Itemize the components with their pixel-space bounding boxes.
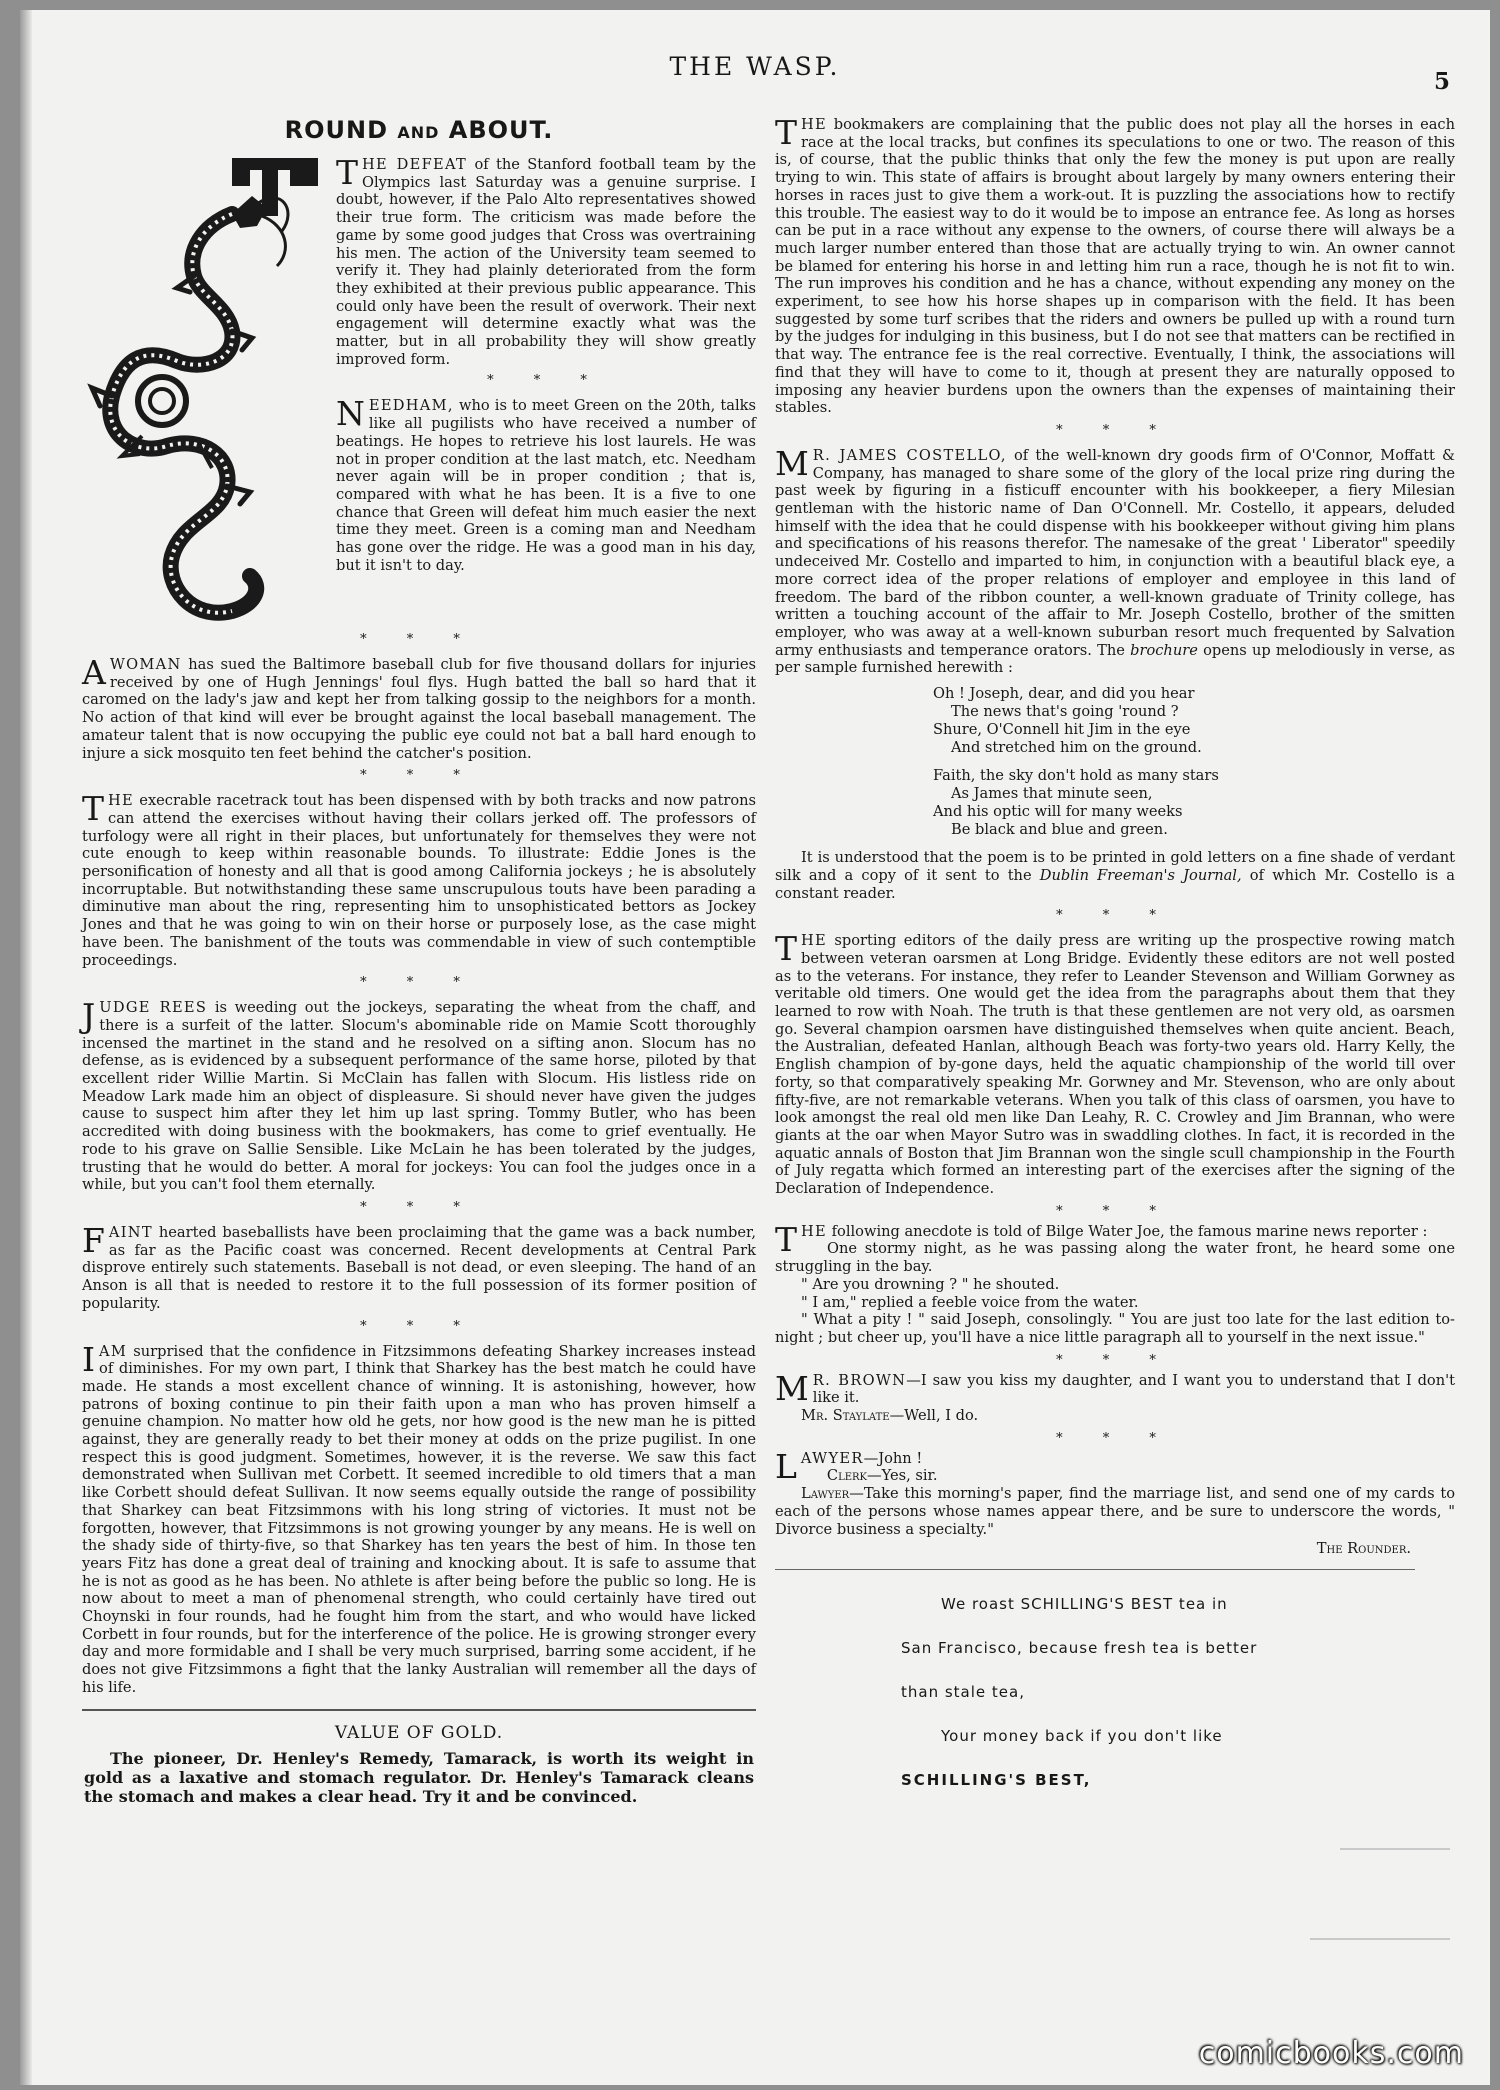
ad-text: The pioneer, Dr. Henley's Remedy, Tamarack, is worth its weight in gold as a laxative and stomach regulator. Dr. Henley's Tamarack cleans the stomach and makes a clear head. Try it and be convinced.	[84, 1748, 754, 1806]
article-italic: Dublin Freeman's Journal,	[1039, 866, 1242, 884]
article-lead: AM	[99, 1342, 128, 1360]
separator-stars: * * *	[360, 1318, 478, 1334]
poem-stanza	[933, 685, 1455, 757]
anecdote-line: " What a pity ! " said Joseph, consolingly. " You are just too late for the last edition to-night ; but cheer up, you'll have a nice little paragraph all to yourself in the next issue."	[775, 1311, 1455, 1346]
poem-line: Faith, the sky don't hold as many stars	[933, 767, 1219, 785]
left-column	[82, 116, 756, 1806]
separator-stars: * * *	[1056, 1203, 1174, 1219]
article-lead: HE	[801, 932, 827, 950]
article-fitzsimmons	[82, 1339, 756, 1697]
separator-stars: * * *	[1056, 908, 1174, 924]
article-lead: R. JAMES COSTELLO,	[812, 446, 1007, 464]
separator-stars: * * *	[360, 632, 478, 647]
drop-cap: T	[82, 789, 105, 829]
dragon-initial-illustration	[82, 156, 328, 626]
drop-cap: F	[82, 1220, 105, 1260]
masthead: THE WASP.	[669, 52, 841, 81]
speaker-name: Lawyer	[801, 1485, 850, 1503]
separator-stars: * * *	[487, 373, 605, 389]
poem-line: And his optic will for many weeks	[933, 803, 1183, 821]
speaker-name: Clerk	[826, 1467, 868, 1485]
drop-cap: M	[775, 1368, 809, 1408]
separator-stars: * * *	[360, 975, 478, 991]
article-text: surprised that the confidence in Fitzsimmons defeating Sharkey increases instead of diminishes. For my own part, I think that Sharkey has the best match he could have made. He stands a most excellent chance of winning. It is astonishing, however, how patrons of boxing continue to pin their faith upon a man who has proven himself a genuine champion. No matter how old he gets, nor how good is the new man he is pitted against, they are generally ready to bet their money at odds on the prize pugilist. In one respect this is good judgment. Sometimes, however, it is the reverse. We saw this fact demonstrated when Sullivan met Corbett. It seemed incredible to old timers that a man like Corbett should defeat Sullivan. It now seems equally outside the range of possibility that Sharkey can beat Fitzsimmons with his long string of victories. It must not be forgotten, however, that Fitzsimmons is not growing younger by any means. He is well on the shady side of thirty-five, so that Sharkey has ten years the best of him. In those ten years Fitz has done a great deal of training and knocking about. It is safe to assume that he is not as good as he has been. No athlete is after being before the public so long. He is now about to meet a man of phenomenal strength, who could certainly have tired out Choynski in four rounds, had he fought him from the start, and who would have licked Corbett in four rounds, but for the interference of the police. He is growing stronger every day and more formidable and I shall be very much surprised, barring some accident, if he does not give Fitzsimmons a fight that the lanky Australian will remember all the days of his life.	[82, 1342, 756, 1696]
author-signature: The Rounder.	[1316, 1540, 1411, 1558]
drop-cap: N	[336, 394, 365, 434]
article-text: It is understood that the poem is to be printed in gold letters on a fine shade of verdant silk and a copy of it sent to the	[775, 849, 1455, 884]
article-woman	[82, 653, 756, 762]
article-tout	[82, 789, 756, 969]
dialogue-text: —Well, I do.	[889, 1407, 979, 1425]
faded-print-mark	[1340, 1848, 1450, 1850]
article-rees	[82, 996, 756, 1194]
article-bookmakers	[775, 113, 1456, 417]
separator-stars: * * *	[360, 1199, 478, 1215]
article-lead: EEDHAM,	[368, 397, 454, 415]
poem-line: As James that minute seen,	[951, 785, 1153, 803]
site-watermark: comicbooks.com	[1198, 2036, 1464, 2071]
article-lead: HE	[801, 1222, 827, 1240]
article-text: bookmakers are complaining that the public does not play all the horses in each race at the local tracks, but confines its speculations to one or two. The reason of this is, of course, that the public thinks that only the few the money is put upon are really trying to win. This state of affairs is brought about largely by many owners entering their horses in races just to give them a work-out. It is puzzling the associations how to rectify this trouble. The easiest way to do it would be to impose an entrance fee. As long as horses can be put in a race without any expense to the owners, of course there will always be a much larger number entered than those that are actually trying to win. An owner cannot be blamed for entering his horse in and letting him run a race, though he is not fit to win. The run improves his condition and he has a chance, without expending any money on the experiment, to see how his horse shapes up in comparison with the field. It has been suggested by some turf scribes that the riders and owners be pulled up with a round turn by the judges for indulging in this business, but I do not see that matters can be rectified in that way. The entrance fee is the real corrective. Eventually, I think, the associations will find that they will have to come to it, though at present they are naturally opposed to imposing any heavier burdens upon the owners than the expenses of maintaining their stables.	[775, 116, 1456, 417]
article-lead: HE	[108, 792, 134, 810]
article-faint	[82, 1220, 756, 1313]
article-lead: R. BROWN	[812, 1371, 907, 1389]
poem-stanza	[933, 767, 1455, 839]
poem	[775, 685, 1455, 839]
divider-rule	[82, 1709, 756, 1711]
article-lead: UDGE REES	[99, 999, 208, 1017]
article-lead: HE DEFEAT	[362, 156, 468, 173]
dialogue-text: —Yes, sir.	[867, 1467, 938, 1485]
drop-cap: J	[82, 996, 96, 1036]
separator-stars: * * *	[360, 768, 478, 784]
article-rowing	[775, 929, 1455, 1198]
speaker-name: Mr. Staylate	[801, 1407, 890, 1425]
drop-cap: I	[82, 1339, 96, 1379]
headline-part-b: ABOUT.	[439, 116, 554, 144]
poem-line: Oh ! Joseph, dear, and did you hear	[933, 685, 1195, 703]
article-text: of the Stanford football team by the Olympics last Saturday was a genuine surprise. I doubt, however, if the Palo Alto representatives showed their true form. The criticism was made before the game by some good judges that Cross was overtraining his men. The action of the University team seemed to verify it. They had plainly deteriorated from the form they exhibited at their previous public appearance. This could only have been the result of overwork. Their next engagement will determine exactly what was the matter, but in all probability they will show greatly improved form.	[336, 156, 756, 368]
article-text: of which Mr. Costello is a constant reader.	[775, 866, 1455, 902]
poem-line: And stretched him on the ground.	[951, 739, 1202, 757]
article-lead: AINT	[108, 1223, 153, 1241]
headline-part-a: ROUND	[284, 116, 398, 144]
anecdote-line: One stormy night, as he was passing along the water front, he heard some one struggling in the bay.	[775, 1240, 1455, 1276]
drop-cap: A	[82, 653, 106, 692]
separator-stars: * * *	[1056, 422, 1174, 438]
article-lead: WOMAN	[109, 656, 182, 673]
ad-line: than stale tea,	[901, 1683, 1025, 1702]
article-text: who is to meet Green on the 20th, talks like all pugilists who have received a number of beatings. He hopes to retrieve his lost laurels. He was not in proper condition at the last match, etc. Needham never again will be in proper condition ; that is, compared with what he has been. It is a five to one chance that Green will defeat him much easier the next time they meet. Green is a coming man and Needham has gone over the ridge. He was a good man in his day, but it isn't to day.	[336, 397, 756, 574]
separator-stars: * * *	[1056, 1352, 1174, 1368]
headline-part-small: AND	[397, 123, 440, 142]
poem-line: The news that's going 'round ?	[951, 703, 1179, 721]
article-text: sporting editors of the daily press are writing up the prospective rowing match between veteran oarsmen at Long Bridge. Evidently these editors are not well posted as to the veterans. For instance, they refer to Leander Stevenson and William Gorwney as veritable old timers. One would get the idea from the paragraphs about them that they learned to row with Noah. The truth is that these gentlemen are not very old, as oarsmen go. Several champion oarsmen have distinguished themselves when quite ancient. Beach, the Australian, defeated Hanlan, although Beach was forty-two years old. Harry Kelly, the English champion of by-gone days, held the aquatic championship of the world till over forty, so that comparatively speaking Mr. Gorwney and Mr. Stevenson, who are only about fifty-five, are not remarkable veterans. When you talk of this class of oarsmen, you have to look amongst the real old men like Dan Leahy, R. C. Crowley and Jim Brannan, who were giants at the oar when Mayor Sutro was in swaddling clothes. In fact, it is recorded in the aquatic annals of Boston that Jim Brannan won the single scull championship in the Fourth of July regatta which formed an interesting part of the exercises after the signing of the Declaration of Independence.	[775, 932, 1455, 1198]
anecdote-line: " I am," replied a feeble voice from the water.	[801, 1293, 1139, 1311]
page-number: 5	[1433, 68, 1450, 95]
article-text: execrable racetrack tout has been dispensed with by both tracks and now patrons can attend the exercises without having their collars jerked off. The professors of turfology were all right in their places, but unfortunately for themselves they were not cute enough to keep within reasonable bounds. To illustrate: Eddie Jones is the personification of honesty and all that is good among California jockeys ; he is absolutely incorruptable. But notwithstanding these same unscrupulous touts have been parading a diminutive man about the ring, representing him to unsophisticated bettors as Jockey Jones and that he was going to win on their horse or purposely lose, as the case might have been. The banishment of the touts was commendable in view of such contemptible proceedings.	[82, 792, 756, 969]
right-column	[775, 113, 1456, 1802]
ad-line: We roast SCHILLING'S BEST tea in	[941, 1595, 1228, 1614]
drop-cap: T	[775, 929, 798, 969]
ad-line: San Francisco, because fresh tea is better	[901, 1639, 1258, 1658]
ad-title: VALUE OF GOLD.	[334, 1722, 504, 1743]
article-costello	[775, 443, 1455, 902]
article-lead: HE	[801, 116, 827, 133]
ad-brand-line: SCHILLING'S BEST,	[901, 1771, 1092, 1790]
article-text: —I saw you kiss my daughter, and I want you to understand that I don't like it.	[812, 1371, 1455, 1407]
article-text: hearted baseballists have been proclaiming that the game was a back number, as far as the Pacific coast was concerned. Recent developments at Central Park disprove entirely such statements. Baseball is not dead, or even sleeping. The hand of an Anson is all that is needed to restore it to the full possession of its former position of popularity.	[82, 1223, 756, 1312]
ad-line: Your money back if you don't like	[941, 1727, 1223, 1746]
article-text: is weeding out the jockeys, separating the wheat from the chaff, and there is a surfeit of the latter. Slocum's abominable ride on Mamie Scott thoroughly incensed the martinet in the stand and he resolved on a sifting anon. Slocum has no defense, as is evidenced by a subsequent performance of the same horse, piloted by that excellent rider Willie Martin. Si McClain has fallen with Slocum. His listless ride on Meadow Lark made him an object of displeasure. Si should never have given the judges cause to suspect him after they let him up last spring. Tommy Butler, who has been accredited with doing business with the bookmakers, has come to grief eventually. He rode to his grave on Sallie Sensible. Like McLain he has been tolerated by the judges, trusting that he would do better. A moral for jockeys: You can fool the judges once in a while, but you can't fool them eternally.	[82, 999, 756, 1194]
article-text: opens up melodiously in verse, as per sample furnished herewith :	[775, 641, 1455, 677]
drop-cap: T	[775, 1219, 798, 1259]
article-text: of the well-known dry goods firm of O'Connor, Moffatt & Company, has managed to share some of the glory of the local prize ring during the past week by figuring in a fisticuff encounter with his bookkeeper, a fiery Milesian gentleman with the historic name of Dan O'Connell. Mr. Costello, it appears, deluded himself with the idea that he could dispense with his bookkeeper without giving him plans and specifications of his reasons therefor. The namesake of the great ' Liberator" speedily undeceived Mr. Costello and imparted to him, in conjunction with a beautiful black eye, a more correct idea of the proper relations of employer and employee in this land of freedom. The bard of the ribbon counter, a well-known graduate of Trinity college, has written a touching account of the affair to Mr. Joseph Costello, brother of the smitten employer, who was away at a well-known suburban resort much frequented by Salvation army enthusiasts and temperance orators. The	[775, 446, 1455, 659]
faded-print-mark	[1310, 1938, 1450, 1940]
poem-line: Shure, O'Connell hit Jim in the eye	[933, 721, 1191, 739]
newspaper-page	[20, 10, 1490, 2085]
drop-cap: M	[775, 443, 809, 483]
dialogue-text: —Take this morning's paper, find the marriage list, and send one of my cards to each of the persons whose names appear there, and be sure to underscore the words, " Divorce business a specialty."	[775, 1485, 1455, 1538]
article-lead: AWYER	[800, 1449, 864, 1467]
article-bilge-water-joe	[775, 1219, 1455, 1347]
poem-line: Be black and blue and green.	[951, 821, 1168, 839]
divider-rule	[775, 1569, 1415, 1570]
article-brown	[775, 1368, 1455, 1425]
anecdote-line: " Are you drowning ? " he shouted.	[801, 1275, 1060, 1293]
drop-cap: T	[775, 113, 798, 152]
article-text: following anecdote is told of Bilge Water Joe, the famous marine news reporter :	[827, 1222, 1428, 1240]
schillings-best-ad	[775, 1582, 1455, 1802]
dialogue-text: —John !	[863, 1449, 923, 1467]
article-text: has sued the Baltimore baseball club for five thousand dollars for injuries received by one of Hugh Jennings' foul flys. Hugh batted the ball so hard that it caromed on the lady's jaw and kept her from talking gossip to the neighbors for a month. No action of that kind will ever be brought against the local baseball management. The amateur talent that is now occupying the public eye could not bat a ball hard enough to injure a sick mosquito ten feet behind the catcher's position.	[82, 656, 756, 762]
section-headline	[82, 116, 756, 144]
article-italic: brochure	[1130, 641, 1198, 659]
drop-cap: L	[775, 1446, 797, 1486]
article-lawyer	[775, 1446, 1455, 1558]
drop-cap: T	[336, 153, 359, 192]
article-stanford	[82, 153, 756, 626]
value-of-gold-ad	[82, 1723, 756, 1806]
separator-stars: * * *	[1056, 1430, 1174, 1446]
